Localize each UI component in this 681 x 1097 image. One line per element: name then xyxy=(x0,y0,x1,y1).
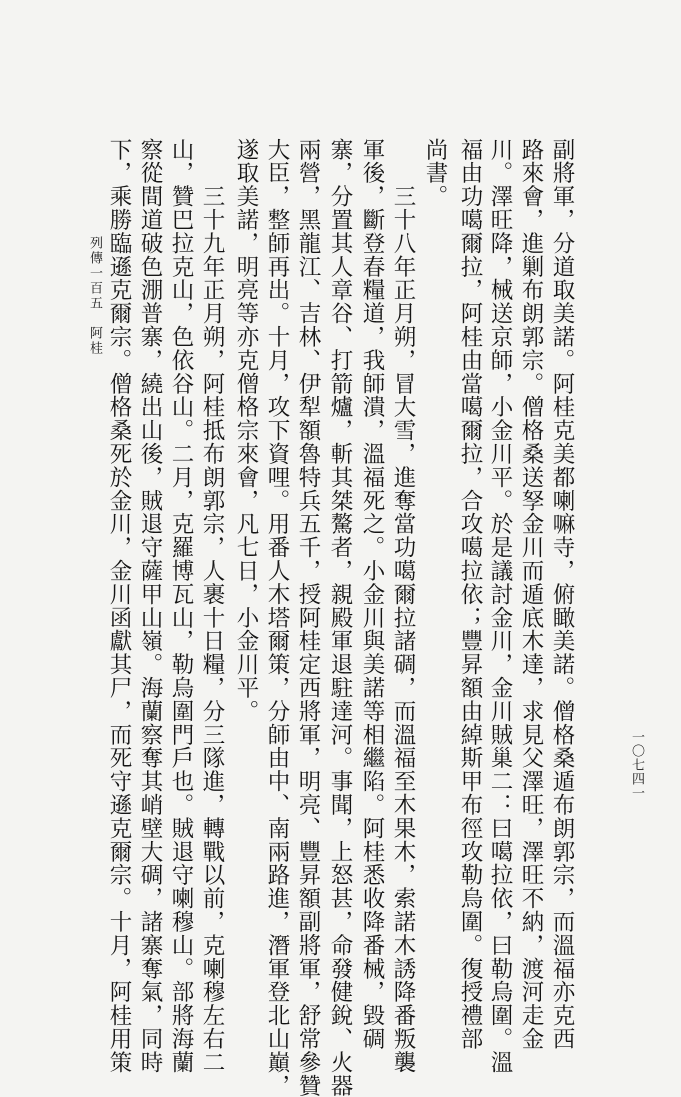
text-column: 三十八年正月朔，冒大雪，進奪當功噶爾拉諸碉，而溫福至木果木，索諾木誘降番叛襲 xyxy=(390,138,416,1074)
text-column: 大臣，整師再出。十月，攻下資哩。用番人木塔爾策，分師由中、南兩路進，潛軍登北山巔， xyxy=(264,138,290,1097)
text-column: 遂取美諾，明亮等亦克僧格宗來會，凡七日，小金川平。 xyxy=(233,138,259,723)
text-column: 尚書。 xyxy=(422,138,448,209)
text-column: 福由功噶爾拉，阿桂由當噶爾拉，合攻噶拉依；豐昇額由綽斯甲布徑攻勒烏圍。復授禮部 xyxy=(457,138,483,1051)
text-column: 山，贊巴拉克山，色依谷山。二月，克羅博瓦山，勒烏圍門戶也。賊退守喇穆山。部將海蘭 xyxy=(168,138,194,1074)
text-column: 川。澤旺降，械送京師，小金川平。於是議討金川，金川賊巢二：曰噶拉依，曰勒烏圍。溫 xyxy=(487,138,513,1074)
page-number: 一〇七四一 xyxy=(629,730,644,800)
text-column: 路來會，進剿布朗郭宗。僧格桑送孥金川而遁底木達，求見父澤旺，澤旺不納，渡河走金 xyxy=(518,138,544,1051)
text-column: 察從間道破色淜普寨，繞出山後，賊退守薩甲山嶺。海蘭察奪其峭壁大碉，諸寨奪氣，同時 xyxy=(137,138,163,1074)
text-column: 兩營，黑龍江、吉林、伊犁額魯特兵五千，授阿桂定西將軍，明亮、豐昇額副將軍，舒常參贊 xyxy=(295,138,321,1097)
text-column: 軍後，斷登春糧道，我師潰，溫福死之。小金川與美諾等相繼陷。阿桂悉收降番械，毀碉 xyxy=(359,138,385,1051)
text-column: 副將軍，分道取美諾。阿桂克美都喇嘛寺，俯瞰美諾。僧格桑遁布朗郭宗，而溫福亦克西 xyxy=(549,138,575,1051)
text-column: 寨，分置其人章谷、打箭爐，斬其桀驁者，親殿軍退駐達河。事聞，上怒甚，命發健銳、火器 xyxy=(327,138,353,1097)
running-head: 列傳一百五 阿桂 xyxy=(87,236,102,356)
text-column: 下，乘勝臨遜克爾宗。僧格桑死於金川，金川函獻其尸，而死守遜克爾宗。十月，阿桂用策 xyxy=(106,138,132,1074)
text-column: 三十九年正月朔，阿桂抵布朗郭宗，人裹十日糧，分三隊進，轉戰以前，克喇穆左右二 xyxy=(199,138,225,1074)
